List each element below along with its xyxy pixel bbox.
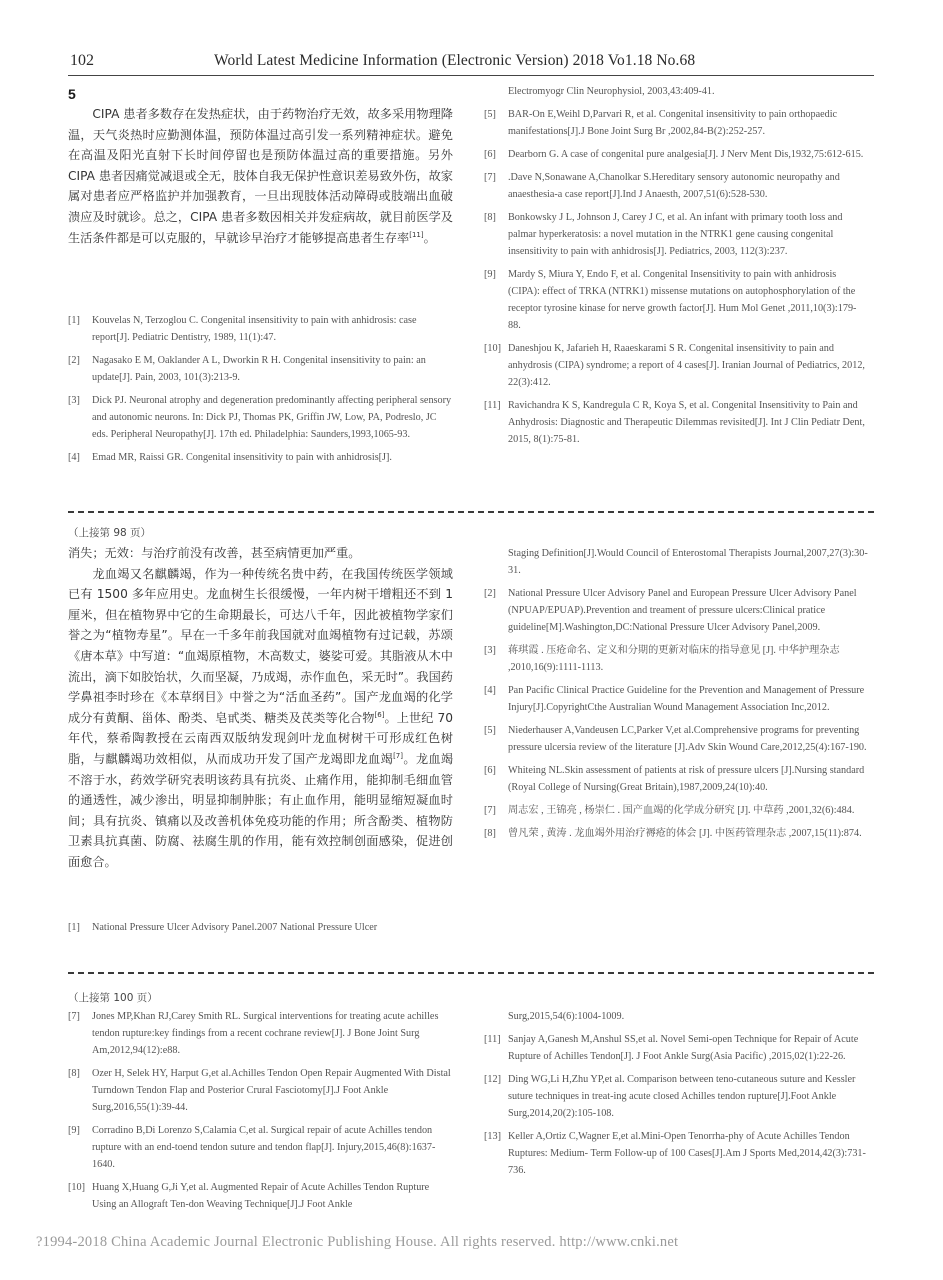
reference-text: Kouvelas N, Terzoglou C. Congenital insensitivity to pain with anhidrosis: case report[J]. Pediatric Dentistry, 1989, 11(1):47. <box>92 315 417 343</box>
reference-number: [5] <box>484 109 496 120</box>
reference-text: Huang X,Huang G,Ji Y,et al. Augmented Repair of Acute Achilles Tendon Rupture Using an Allograft Ten-don Weaving Technique[J].J Foot Ankle <box>92 1182 430 1210</box>
reference-number: [9] <box>68 1125 80 1136</box>
reference-item <box>484 146 868 163</box>
reference-number: [5] <box>484 725 496 736</box>
reference-number: [6] <box>484 765 496 776</box>
reference-text: Mardy S, Miura Y, Endo F, et al. Congenital Insensitivity to pain with anhidrosis (CIPA): effect of TRKA (NTRK1) missense mutations on autophosphorylation of the receptor tyrosine kinase for nerve growth factor[J]. Hum Mol Genet ,2011,10(3):179-88. <box>508 269 857 331</box>
reference-text: Ding WG,Li H,Zhu YP,et al. Comparison between teno-cutaneous suture and Kessler suture techniques in treat-ing acute closed Achilles tendon rupture[J].Foot Ankle Surg,2014,20(2):105-108. <box>508 1074 856 1119</box>
reference-item <box>68 1008 453 1059</box>
reference-number: [1] <box>68 315 80 326</box>
reference-number: [11] <box>484 400 501 411</box>
copyright-footer: ?1994-2018 China Academic Journal Electronic Publishing House. All rights reserved. http://www.cnki.net <box>36 1234 679 1250</box>
reference-item <box>484 106 868 140</box>
reference-text: Dick PJ. Neuronal atrophy and degeneration predominantly affecting peripheral sensory and autonomic neurons. In: Dick PJ, Thomas PK, Griffin JW, Low, PA, Podreslo, JC eds. Peripheral Neuropathy[J]. 17th ed. Philadelphia: Saunders,1993,1065-93. <box>92 395 452 440</box>
reference-number: [6] <box>484 149 496 160</box>
reference-text: Nagasako E M, Oaklander A L, Dworkin R H. Congenital insensitivity to pain: an update[J]. Pain, 2003, 101(3):213-9. <box>92 355 426 383</box>
reference-item <box>68 919 453 936</box>
reference-item <box>484 642 868 676</box>
reference-item <box>484 209 868 260</box>
reference-continuation: Electromyogr Clin Neurophysiol, 2003,43:409-41. <box>508 86 715 97</box>
reference-number: [7] <box>484 172 496 183</box>
citation: [11] <box>409 230 424 239</box>
section-divider <box>68 511 874 513</box>
reference-number: [4] <box>484 685 496 696</box>
reference-list-left <box>68 1008 453 1219</box>
reference-text: Jones MP,Khan RJ,Carey Smith RL. Surgical interventions for treating acute achilles tendon rupture:key findings from a recent cochrane review[J]. J Bone Joint Surg Am,2012,94(12):e88. <box>92 1011 439 1056</box>
reference-number: [1] <box>68 922 80 933</box>
reference-text: Emad MR, Raissi GR. Congenital insensitivity to pain with anhidrosis[J]. <box>92 452 392 463</box>
reference-list-left <box>68 919 453 942</box>
reference-number: [3] <box>484 645 496 656</box>
continued-from-label: （上接第 98 页） <box>68 527 152 539</box>
reference-item <box>68 312 453 346</box>
reference-list-right <box>484 83 868 454</box>
reference-item <box>484 585 868 636</box>
body-paragraph: CIPA 患者多数存在发热症状，由于药物治疗无效，故多采用物理降温，天气炎热时应勤测体温，预防体温过高引发一系列精神症状。避免在高温及阳光直射下长时间停留也是预防体温过高的重要措施。另外 CIPA 患者因痛觉减退或全无，肢体自我无保护性意识差易致外伤，故家属对患者应严格监护并加强教育，一旦出现肢体活动障碍或肢端出血破溃应及时就诊。总之，CIPA 患者多数因相关并发症病故，就目前医学及生活条件都是可以克服的，早就诊早治疗才能够提高患者生存率[11]。 <box>68 107 453 245</box>
reference-item <box>484 169 868 203</box>
reference-item <box>68 449 453 466</box>
reference-item <box>484 397 868 448</box>
reference-text: Bonkowsky J L, Johnson J, Carey J C, et al. An infant with primary tooth loss and palmar hyperkeratosis: a novel mutation in the NTRK1 gene causing congenital insensitivity to pain with anhidrosis[J]. Pediatrics, 2003, 112(3):237. <box>508 212 843 257</box>
journal-title: World Latest Medicine Information (Electronic Version) 2018 Vo1.18 No.68 <box>214 52 696 69</box>
reference-number: [8] <box>68 1068 80 1079</box>
body-paragraph: 消失；无效：与治疗前没有改善，甚至病情更加严重。 <box>68 546 361 560</box>
reference-item <box>484 722 868 756</box>
reference-text: Dearborn G. A case of congenital pure analgesia[J]. J Nerv Ment Dis,1932,75:612-615. <box>508 149 864 160</box>
reference-item <box>68 1065 453 1116</box>
reference-item <box>68 1122 453 1173</box>
reference-continuation: Surg,2015,54(6):1004-1009. <box>508 1011 625 1022</box>
reference-number: [10] <box>484 343 501 354</box>
reference-text: 蒋琪霞 . 压疮命名、定义和分期的更新对临床的指导意见 [J]. 中华护理杂志 ,2010,16(9):1111-1113. <box>508 645 840 673</box>
reference-list-right <box>484 1008 868 1185</box>
reference-item <box>484 825 868 842</box>
reference-item <box>68 1179 453 1213</box>
reference-number: [12] <box>484 1074 501 1085</box>
reference-number: [9] <box>484 269 496 280</box>
reference-number: [7] <box>68 1011 80 1022</box>
body-paragraph: 龙血竭又名麒麟竭，作为一种传统名贵中药，在我国传统医学领域已有 1500 多年应用史。龙血树生长很缓慢，一年内树干增粗还不到 1 厘米，但在植物界中它的生命期最长，可达八千年，因此被植物学家们誉之为“植物寿星”。早在一千多年前我国就对血竭植物有过记载，苏颂《唐本草》中写道：“血竭原植物，木高数丈，婆娑可爱。其脂液从木中流出，滴下如胶饴状，久而坚凝，乃成竭，赤作血色，采无时”。我国药学鼻祖李时珍在《本草纲目》中誉之为“活血圣药”。国产龙血竭的化学成分有黄酮、甾体、酚类、皂甙类、糖类及芪类等化合物[6]。上世纪 70 年代，蔡希陶教授在云南西双版纳发现剑叶龙血树树干可形成红色树脂，与麒麟竭功效相似，从而成功开发了国产龙竭即龙血竭[7]。龙血竭不溶于水，药效学研究表明该药具有抗炎、止痛作用，能抑制毛细血管的通透性，减少渗出，明显抑制肿胀；有止血作用，能明显缩短凝血时间；具有抗炎、镇痛以及改善机体免疫功能的作用；所含酚类、植物防卫素具抗真菌、防腐、祛腐生肌的作用，能有效控制创面感染，促进创面愈合。 <box>68 566 454 869</box>
reference-item <box>484 266 868 334</box>
reference-text: BAR-On E,Weihl D,Parvari R, et al. Congenital insensitivity to pain orthopaedic manifestations[J].J Bone Joint Surg Br ,2002,84-B(2):252-257. <box>508 109 838 137</box>
reference-number: [2] <box>484 588 496 599</box>
reference-list-right <box>484 545 868 848</box>
reference-number: [4] <box>68 452 80 463</box>
reference-item <box>484 340 868 391</box>
reference-text: Keller A,Ortiz C,Wagner E,et al.Mini-Open Tenorrha-phy of Acute Achilles Tendon Ruptures: Medium- Term Follow-up of 100 Cases[J].Am J Sports Med,2014,42(3):731-736. <box>508 1131 866 1176</box>
reference-text: Whiteing NL.Skin assessment of patients at risk of pressure ulcers [J].Nursing standard (Royal College of Nursing(Great Britain),1987,2009,24(10):40. <box>508 765 865 793</box>
reference-text: 周志宏 , 王锦亮 , 杨崇仁 . 国产血竭的化学成分研究 [J]. 中草药 ,2001,32(6):484. <box>508 805 855 816</box>
reference-text: Niederhauser A,Vandeusen LC,Parker V,et al.Comprehensive programs for preventing pressure ulcersia review of the literature [J].Adv Skin Wound Care,2012,25(4):167-190. <box>508 725 867 753</box>
reference-number: [11] <box>484 1034 501 1045</box>
page-number: 102 <box>70 52 94 69</box>
reference-item <box>484 1071 868 1122</box>
citation: [7] <box>393 751 403 760</box>
reference-item <box>484 762 868 796</box>
reference-item <box>484 1031 868 1065</box>
reference-text: .Dave N,Sonawane A,Chanolkar S.Hereditary sensory autonomic neuropathy and anaesthesia-a case report[J].Ind J Anaesth, 2007,51(6):528-530. <box>508 172 840 200</box>
reference-number: [2] <box>68 355 80 366</box>
reference-text: National Pressure Ulcer Advisory Panel.2007 National Pressure Ulcer <box>92 922 378 933</box>
section-divider <box>68 972 874 974</box>
reference-text: 曾凡荣 , 黄涛 . 龙血竭外用治疗褥疮的体会 [J]. 中医药管理杂志 ,2007,15(11):874. <box>508 828 862 839</box>
section-number: 5 <box>68 86 76 102</box>
reference-item <box>68 352 453 386</box>
reference-item <box>68 392 453 443</box>
reference-number: [13] <box>484 1131 501 1142</box>
article-body-cipa <box>68 104 453 248</box>
reference-text: Corradino B,Di Lorenzo S,Calamia C,et al. Surgical repair of acute Achilles tendon rupture with an end-toend tendon suture and tendon flap[J]. Injury,2015,46(8):1637-1640. <box>92 1125 436 1170</box>
reference-text: Pan Pacific Clinical Practice Guideline for the Prevention and Management of Pressure Injury[J].CopyrightCthe Australian Wound Management Association Inc,2012. <box>508 685 865 713</box>
reference-continuation: Staging Definition[J].Would Council of Enterostomal Therapists Journal,2007,27(3):30-31. <box>508 548 868 576</box>
reference-text: Ozer H, Selek HY, Harput G,et al.Achilles Tendon Open Repair Augmented With Distal Turndown Tendon Flap and Posterior Crural Fasciotomy[J].J Foot Ankle Surg,2016,55(1):39-44. <box>92 1068 451 1113</box>
reference-text: Ravichandra K S, Kandregula C R, Koya S, et al. Congenital Insensitivity to Pain and Anhydrosis: Diagnostic and Therapeutic Dilemmas revisited[J]. Int J Clin Pediatr Dent, 2015, 8(1):75-81. <box>508 400 865 445</box>
reference-number: [7] <box>484 805 496 816</box>
reference-text: Sanjay A,Ganesh M,Anshul SS,et al. Novel Semi-open Technique for Repair of Acute Rupture of Achilles Tendon[J]. J Foot Ankle Surg(Asia Pacific) ,2015,02(1):22-26. <box>508 1034 859 1062</box>
reference-item <box>484 682 868 716</box>
citation: [6] <box>374 710 385 719</box>
reference-number: [8] <box>484 212 496 223</box>
reference-item <box>484 1128 868 1179</box>
reference-number: [8] <box>484 828 496 839</box>
continued-from-label: （上接第 100 页） <box>68 992 158 1004</box>
reference-list-left <box>68 312 453 472</box>
header-divider <box>68 75 874 76</box>
reference-text: Daneshjou K, Jafarieh H, Raaeskarami S R. Congenital insensitivity to pain and anhydrosis (CIPA) syndrome; a report of 4 cases[J]. Iranian Journal of Pediatrics, 2012, 22(3):412. <box>508 343 865 388</box>
reference-text: National Pressure Ulcer Advisory Panel and European Pressure Ulcer Advisory Panel (NPUAP/EPUAP).Prevention and treament of pressure ulcers:Clinical pratice guideline[M].Washington,DC:National Pressure Ulcer Advisory Panel,2009. <box>508 588 857 633</box>
article-body-dragon-blood <box>68 543 453 873</box>
reference-number: [3] <box>68 395 80 406</box>
reference-number: [10] <box>68 1182 85 1193</box>
reference-item <box>484 802 868 819</box>
